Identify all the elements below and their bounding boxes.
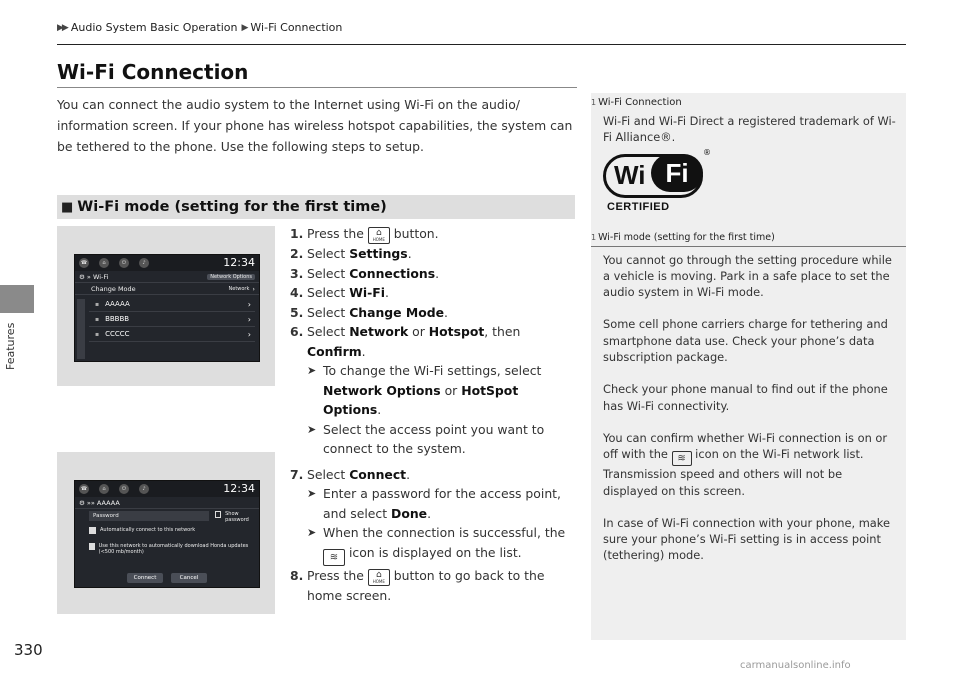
- step-text: Select: [307, 304, 346, 320]
- step-text: Select: [307, 246, 346, 261]
- checkbox-icon: [89, 543, 95, 550]
- step-text: , then: [484, 324, 521, 339]
- network-item[interactable]: [89, 327, 255, 342]
- step-substep: [290, 523, 575, 566]
- network-options-button[interactable]: Network Options: [207, 274, 255, 280]
- step-number: 1.: [290, 226, 304, 241]
- screen-clock: 12:34: [223, 482, 255, 495]
- breadcrumb-arrow-icon: ▶▶: [57, 22, 67, 33]
- step-text: icon is displayed on the list.: [348, 544, 522, 560]
- note-heading-text: Wi-Fi mode (setting for the first time): [598, 231, 775, 243]
- screen-breadcrumb-row: [75, 271, 259, 283]
- note-marker-icon: 1: [591, 98, 597, 107]
- step-text: To change the Wi-Fi settings, select: [323, 363, 542, 378]
- gear-icon: ⚙ »»: [79, 498, 97, 507]
- auto-connect-checkbox[interactable]: [89, 527, 249, 534]
- note-paragraph: [591, 414, 906, 499]
- phone-icon: ☎: [80, 486, 88, 492]
- step-substep: [290, 361, 575, 420]
- show-password-toggle[interactable]: [215, 511, 257, 523]
- note-heading: [591, 232, 906, 243]
- section-heading: [57, 195, 575, 219]
- chevron-right-icon: ›: [247, 299, 251, 309]
- step-text: When the connection is successful, the: [323, 525, 566, 540]
- step-text: Select: [307, 285, 346, 300]
- screen-top-bar: [75, 481, 259, 497]
- step-text: or: [412, 324, 425, 339]
- step-item: [290, 283, 575, 303]
- cancel-button[interactable]: Cancel: [171, 573, 207, 583]
- audio-icon: ♪: [139, 484, 149, 494]
- breadcrumb: [57, 21, 342, 34]
- step-keyword: Network: [349, 324, 409, 339]
- audio-screen: [74, 254, 260, 362]
- arrow-right-icon: ➤: [307, 487, 317, 500]
- screen-breadcrumb: Wi-Fi: [92, 272, 109, 281]
- breadcrumb-item[interactable]: Wi-Fi Connection: [250, 21, 343, 34]
- watermark: carmanualsonline.info: [740, 660, 851, 671]
- step-keyword: Network Options: [323, 382, 441, 398]
- home-button-icon: ⌂ HOME: [368, 569, 390, 586]
- home-label: HOME: [372, 237, 385, 242]
- chevron-right-icon: ›: [252, 284, 255, 293]
- screen-top-bar: [75, 255, 259, 271]
- step-text: .: [435, 265, 440, 281]
- change-mode-row[interactable]: [75, 283, 259, 295]
- auto-connect-label: Automatically connect to this network: [100, 527, 196, 533]
- phone-icon: ☎: [80, 260, 88, 266]
- arrow-right-icon: ➤: [307, 364, 317, 377]
- note-text: You can confirm whether Wi-Fi connection is on or off with the: [603, 430, 888, 462]
- step-text: button to go back to the home screen.: [307, 567, 545, 603]
- square-bullet-icon: ■: [61, 199, 74, 215]
- step-item: [290, 322, 575, 361]
- show-password-label: Show password: [225, 511, 249, 523]
- side-tab-label: Features: [4, 322, 17, 370]
- updates-label: Use this network to automatically download Honda updates (<500 mb/month): [98, 543, 249, 555]
- note-heading: [591, 97, 906, 108]
- home-button-icon: ⌂ HOME: [368, 227, 390, 244]
- step-text: .: [384, 285, 389, 300]
- step-keyword: Confirm: [307, 343, 362, 359]
- step-text: or: [444, 382, 458, 398]
- title-rule: [57, 87, 577, 88]
- wifi-icon: ≋: [672, 451, 692, 466]
- change-mode-value: Network: [228, 285, 250, 292]
- step-keyword: Connections: [349, 265, 436, 281]
- step-text: button.: [393, 226, 439, 241]
- step-text: Select: [307, 324, 346, 339]
- step-keyword: Done: [391, 505, 428, 521]
- password-input[interactable]: Password: [89, 511, 209, 521]
- network-item[interactable]: [89, 297, 255, 312]
- step-text: .: [361, 343, 366, 359]
- change-mode-label: Change Mode: [91, 284, 136, 293]
- step-number: 4.: [290, 285, 304, 300]
- network-name: AAAAA: [105, 300, 130, 308]
- step-number: 6.: [290, 324, 304, 339]
- home-label: HOME: [372, 578, 385, 584]
- step-text: .: [406, 466, 411, 482]
- note-paragraph: In case of Wi-Fi connection with your phone, make sure your phone’s Wi-Fi setting is in access point (tethering) mode.: [603, 515, 890, 563]
- arrow-right-icon: ➤: [307, 422, 317, 436]
- step-substep: [290, 420, 575, 459]
- navi-icon: ⌂: [99, 258, 109, 268]
- wifi-certified-logo: [603, 147, 711, 216]
- note-heading-text: Wi-Fi Connection: [598, 97, 682, 108]
- logo-fi: Fi: [651, 154, 703, 192]
- side-tab: [0, 285, 34, 313]
- screenshot-password: [57, 452, 275, 614]
- arrow-right-icon: ➤: [307, 526, 317, 539]
- checkbox-icon: [215, 511, 221, 518]
- power-icon: ⏻: [119, 484, 129, 494]
- gear-icon: ⚙ »: [79, 272, 93, 281]
- power-icon: ⏻: [119, 258, 129, 268]
- note-paragraph: Check your phone manual to find out if the phone has Wi-Fi connectivity.: [603, 382, 888, 413]
- breadcrumb-arrow-icon: ▶: [241, 22, 247, 33]
- page-title: Wi-Fi Connection: [57, 60, 249, 84]
- step-number: 3.: [290, 265, 304, 281]
- page-number: 330: [14, 641, 43, 659]
- notes-sidebar: [591, 93, 906, 640]
- step-text: .: [427, 505, 432, 521]
- step-text: Select: [307, 265, 346, 281]
- connect-button[interactable]: Connect: [127, 573, 163, 583]
- step-text: Press the: [307, 226, 364, 241]
- screen-breadcrumb: AAAAA: [96, 498, 120, 507]
- scroll-strip[interactable]: [77, 299, 85, 359]
- step-keyword: Connect: [349, 466, 407, 482]
- step-keyword: HotSpot Options: [323, 382, 519, 417]
- step-keyword: Hotspot: [428, 324, 485, 339]
- step-number: 8.: [290, 567, 304, 583]
- navi-icon: ⌂: [99, 484, 109, 494]
- step-number: 2.: [290, 246, 304, 261]
- checkbox-icon: [89, 527, 96, 534]
- step-text: Select: [307, 466, 346, 482]
- step-number: 7.: [290, 466, 304, 482]
- updates-checkbox[interactable]: [89, 543, 257, 555]
- chevron-right-icon: ›: [247, 314, 251, 324]
- logo-certified: CERTIFIED: [607, 200, 670, 213]
- wifi-icon: ≋: [323, 549, 345, 566]
- note-text: icon on the Wi-Fi network list. Transmission speed and others will not be displayed on this screen.: [603, 447, 864, 498]
- section-title: Wi-Fi mode (setting for the first time): [77, 199, 387, 215]
- note-paragraph: You cannot go through the setting procedure while a vehicle is moving. Park in a safe place to set the audio system in Wi-Fi mode.: [603, 252, 892, 300]
- step-substep: [290, 484, 575, 523]
- note-paragraph: Wi-Fi and Wi-Fi Direct a registered trademark of Wi-Fi Alliance®.: [603, 114, 896, 145]
- logo-registered: ®: [703, 147, 711, 157]
- intro-paragraph: You can connect the audio system to the Internet using Wi-Fi on the audio/ information screen. If your phone has wireless hotspot capabilities, the system can be tethered to the phone. Use the following steps to setup.: [57, 97, 573, 154]
- step-text: Press the: [307, 567, 364, 583]
- step-item: [290, 303, 575, 323]
- step-text: .: [377, 402, 382, 417]
- step-item: [290, 264, 575, 284]
- network-name: CCCCC: [105, 330, 130, 338]
- signal-icon: ▪: [95, 300, 100, 308]
- network-name: BBBBB: [105, 315, 130, 323]
- header-rule: [57, 44, 906, 45]
- step-text: Select the access point you want to connect to the system.: [323, 421, 545, 456]
- step-text: .: [444, 304, 448, 320]
- signal-icon: ▪: [95, 315, 100, 323]
- network-item[interactable]: [89, 312, 255, 327]
- screen-clock: 12:34: [223, 256, 255, 269]
- step-item: [290, 566, 575, 606]
- note-paragraph: Some cell phone carriers charge for tethering and smartphone data use. Check your phone’s data subscription package.: [603, 317, 888, 365]
- audio-icon: ♪: [139, 258, 149, 268]
- step-number: 5.: [290, 304, 304, 320]
- chevron-right-icon: ›: [247, 329, 251, 339]
- step-keyword: Change Mode: [349, 304, 444, 320]
- breadcrumb-item[interactable]: Audio System Basic Operation: [70, 21, 238, 34]
- audio-screen: [74, 480, 260, 588]
- step-item: [290, 224, 575, 244]
- step-text: .: [407, 246, 412, 261]
- steps-list: [290, 224, 575, 605]
- step-text: Enter a password for the access point, and select: [323, 486, 561, 521]
- step-item: [290, 465, 575, 485]
- screen-breadcrumb-row: [75, 497, 259, 509]
- logo-wi: Wi: [614, 160, 646, 191]
- note-marker-icon: 1: [591, 232, 597, 242]
- signal-icon: ▪: [95, 330, 100, 338]
- step-item: [290, 244, 575, 264]
- step-keyword: Settings: [349, 246, 408, 261]
- network-list: [89, 297, 255, 342]
- step-keyword: Wi-Fi: [349, 285, 385, 300]
- screenshot-change-mode: [57, 226, 275, 386]
